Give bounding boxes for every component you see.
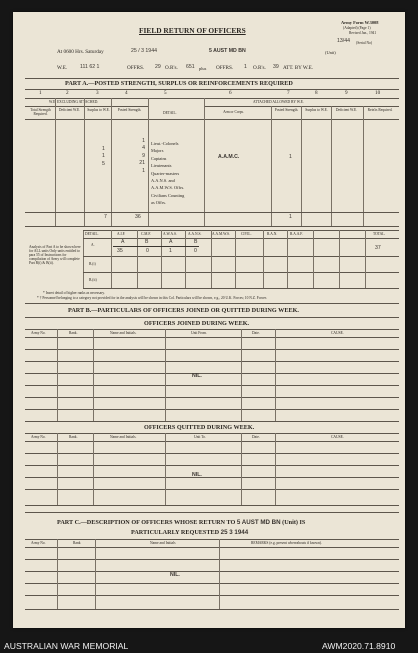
header-reints: Rein'ts Required. [367, 108, 393, 112]
analysis-value-awas: 1 [169, 248, 172, 254]
return-time-label: At 0600 Hrs. Saturday [57, 49, 104, 55]
joined-header-name: Name and Initials. [110, 331, 137, 335]
analysis-row-a: A. [91, 243, 95, 247]
quitted-nil: NIL. [192, 472, 202, 478]
header-arm-corps: Arm or Corps. [223, 110, 244, 114]
return-date: 25 / 3 1944 [131, 48, 157, 54]
letter-a-2: A [169, 239, 173, 245]
att-posted-value: 1 [289, 154, 292, 160]
total-surplus: 7 [104, 214, 107, 220]
form-adapted: (Adapted) (Page 1) [343, 26, 371, 30]
header-deficient: Deficient W.E. [58, 108, 81, 112]
part-c-title-2: PARTICULARLY REQUESTED 25 3 1944 [131, 529, 249, 536]
quitted-header-rank: Rank. [69, 435, 78, 439]
joined-title: OFFICERS JOINED DURING WEEK. [144, 320, 250, 327]
joined-nil: NIL. [192, 373, 202, 379]
offrs-label: OFFRS. [127, 65, 145, 71]
analysis-header-detail: DETAIL. [85, 232, 99, 236]
header-posted-strength: Posted Strength. [117, 108, 142, 112]
part-c-header-remarks: REMARKS (e.g. present whereabouts if known). [251, 541, 322, 545]
part-c-nil: NIL. [170, 572, 180, 578]
ors2-label: O.R's. [253, 65, 266, 71]
field-return-form: FIELD RETURN OF OFFICERS Army Form W.3008 (Adapted) (Page 1) Revised Jan., 1941 13/44 (Serial No) At 0600 Hrs. Saturday 25 / 3 1944 5 AUST MD BN (Unit) W.E. 111 62 1 OFFRS. 29 O.R's. 651 plus OFFRS. 1 O.R's. 39 ATT. BY W.E. PART A.—POSTED STRENGTH, SURPLUS OR REINFORCEMENTS REQUIRED 1 2 3 4 5 6 7 8 9 10 W.E. EXCLUDING ATTACHED. ATTACHED ALLOWED BY W.E. DETAIL. Total Strength Required. Deficient W.E. Surplus to W.E. Posted Strength. Arm or Corps. Posted Strength. Surplus to W.E. Deficient W.E. Rein'ts Required. Lieut.-Colonels Majors Captains Lieutenants Quarter-masters A.A.N.S. and A.A.M.W.S. Offrs. Civilians Counting as Offrs. 1 1 5 1 4 9 21 1 A.A.M.C. 1 7 36 1 Analysis of Part A to be shown here for ALL units Only units entitled to para 55 of Instructions for compilation of Army will complete Part B(i) & B(ii). DETAIL. A.I.F. C.M.F. A.W.A.S. A.A.N.S. A.A.M.W.S. CIVIL. R.A.N. R.A.A.F. TOTAL. A. B.(i) B.(ii) A B A B 35 0 1 0 37 * Insert detail of higher ranks as necessary. * † Personnel belonging to a category not provided for in the analysis will be shown in this Col. Particulars will be shown, e.g., 20 U.K. Forces; 10 N.Z. Forces PART B.—PARTICULARS OF OFFICERS JOINED OR QUITTED DURING WEEK. OFFICERS JOINED DURING WEEK. Army No. Rank. Name and Initials. Unit From. Date. CAUSE. NIL. OFFICERS QUITTED DURING WEEK. Army No. Rank. Name and Initials. Unit To. Date. CAUSE. NIL. PART C.—DESCRIPTION OF OFFICERS WHOSE RETURN TO 5 AUST MD BN (Unit) IS PARTICULARLY REQUESTED 25 3 1944 Army No. Rank Name and Initials REMARKS (e.g. present whereabouts if known). NIL. [13, 12, 405, 628]
total-posted: 36 [135, 214, 141, 220]
footer-accession-number: AWM2020.71.8910 [322, 641, 396, 651]
analysis-header-total: TOTAL. [373, 232, 386, 236]
analysis-header-cmf: C.M.F. [141, 232, 151, 236]
quitted-header-name: Name and Initials. [110, 435, 137, 439]
surplus-values: 1 1 5 [102, 146, 105, 167]
footnote-2: * † Personnel belonging to a category not provided for in the analysis will be shown in this Col. Particulars will be shown, e.g., 20 U.K. Forces; 10 N.Z. Forces [37, 296, 267, 300]
unit-name: 5 AUST MD BN [209, 48, 246, 54]
analysis-value-aif: 35 [117, 248, 123, 254]
analysis-row-bii: B.(ii) [89, 278, 97, 282]
footer-archive-name: AUSTRALIAN WAR MEMORIAL [4, 641, 129, 651]
part-c-header-rank: Rank [73, 541, 81, 545]
joined-header-date: Date. [252, 331, 260, 335]
joined-header-cause: CAUSE. [331, 331, 344, 335]
header-surplus: Surplus to W.E. [87, 108, 110, 112]
we-value: 111 62 1 [80, 64, 100, 70]
analysis-value-cmf: 0 [146, 248, 149, 254]
form-number: Army Form W.3008 [341, 20, 379, 25]
we-label: W.E. [57, 65, 68, 71]
plus-label: plus [199, 66, 207, 71]
ors-label: O.R's. [165, 65, 178, 71]
letter-a-1: A [121, 239, 125, 245]
unit-label: (Unit) [325, 50, 336, 55]
serial-label: (Serial No) [356, 41, 373, 45]
header-total-strength: Total Strength Required. [30, 108, 51, 116]
form-revised: Revised Jan., 1941 [349, 31, 377, 35]
analysis-header-aamws: A.A.M.W.S. [212, 232, 230, 236]
detail-header: DETAIL. [163, 111, 177, 115]
offrs2-value: 1 [244, 64, 247, 70]
serial-value: 13/44 [337, 38, 350, 44]
joined-header-rank: Rank. [69, 331, 78, 335]
analysis-row-bi: B.(i) [89, 262, 96, 266]
analysis-header-aif: A.I.F. [117, 232, 126, 236]
analysis-header-aans: A.A.N.S. [188, 232, 202, 236]
attached-allowed: ATTACHED ALLOWED BY W.E. [253, 100, 304, 104]
total-att-posted: 1 [289, 214, 292, 220]
letter-b-2: B [194, 239, 198, 245]
offrs-value: 29 [155, 64, 161, 70]
part-a-title: PART A.—POSTED STRENGTH, SURPLUS OR REINFORCEMENTS REQUIRED [65, 80, 293, 87]
analysis-value-aans: 0 [194, 248, 197, 254]
quitted-header-unit-to: Unit To. [194, 435, 206, 439]
rank-list: Lieut.-Colonels Majors Captains Lieutenants Quarter-masters A.A.N.S. and A.A.M.W.S. Offrs. Civilians Counting as Offrs. [151, 141, 185, 206]
joined-header-army-no: Army No. [31, 331, 46, 335]
part-c-header-army-no: Army No. [31, 541, 46, 545]
quitted-header-cause: CAUSE. [331, 435, 344, 439]
header-att-posted: Posted Strength. [274, 108, 299, 112]
quitted-header-army-no: Army No. [31, 435, 46, 439]
offrs2-label: OFFRS. [216, 65, 234, 71]
analysis-header-raaf: R.A.A.F. [290, 232, 303, 236]
ors2-value: 39 [273, 64, 279, 70]
arm-corps-value: A.A.M.C. [218, 154, 240, 160]
analysis-note: Analysis of Part A to be shown here for ALL units Only units entitled to para 55 of Instructions for compilation of Army will complete Part B(i) & B(ii). [29, 245, 81, 266]
letter-b-1: B [145, 239, 149, 245]
att-label: ATT. BY W.E. [283, 65, 314, 71]
part-c-header-name: Name and Initials [150, 541, 176, 545]
analysis-header-civil: CIVIL. [241, 232, 252, 236]
analysis-header-ran: R.A.N. [267, 232, 278, 236]
header-att-surplus: Surplus to W.E. [305, 108, 328, 112]
form-title: FIELD RETURN OF OFFICERS [139, 26, 246, 35]
footnote-1: * Insert detail of higher ranks as necessary. [43, 291, 105, 295]
quitted-title: OFFICERS QUITTED DURING WEEK. [144, 424, 255, 431]
posted-values: 1 4 9 21 1 [139, 138, 145, 174]
we-excluding-attached: W.E. EXCLUDING ATTACHED. [49, 100, 99, 104]
header-att-deficient: Deficient W.E. [335, 108, 358, 112]
part-b-title: PART B.—PARTICULARS OF OFFICERS JOINED OR QUITTED DURING WEEK. [68, 307, 299, 314]
ors-value: 651 [186, 64, 195, 70]
analysis-header-awas: A.W.A.S. [163, 232, 177, 236]
part-c-title-1: PART C.—DESCRIPTION OF OFFICERS WHOSE RETURN TO 5 AUST MD BN (Unit) IS [57, 519, 306, 526]
analysis-total: 37 [375, 245, 381, 251]
joined-header-unit-from: Unit From. [191, 331, 207, 335]
quitted-header-date: Date. [252, 435, 260, 439]
